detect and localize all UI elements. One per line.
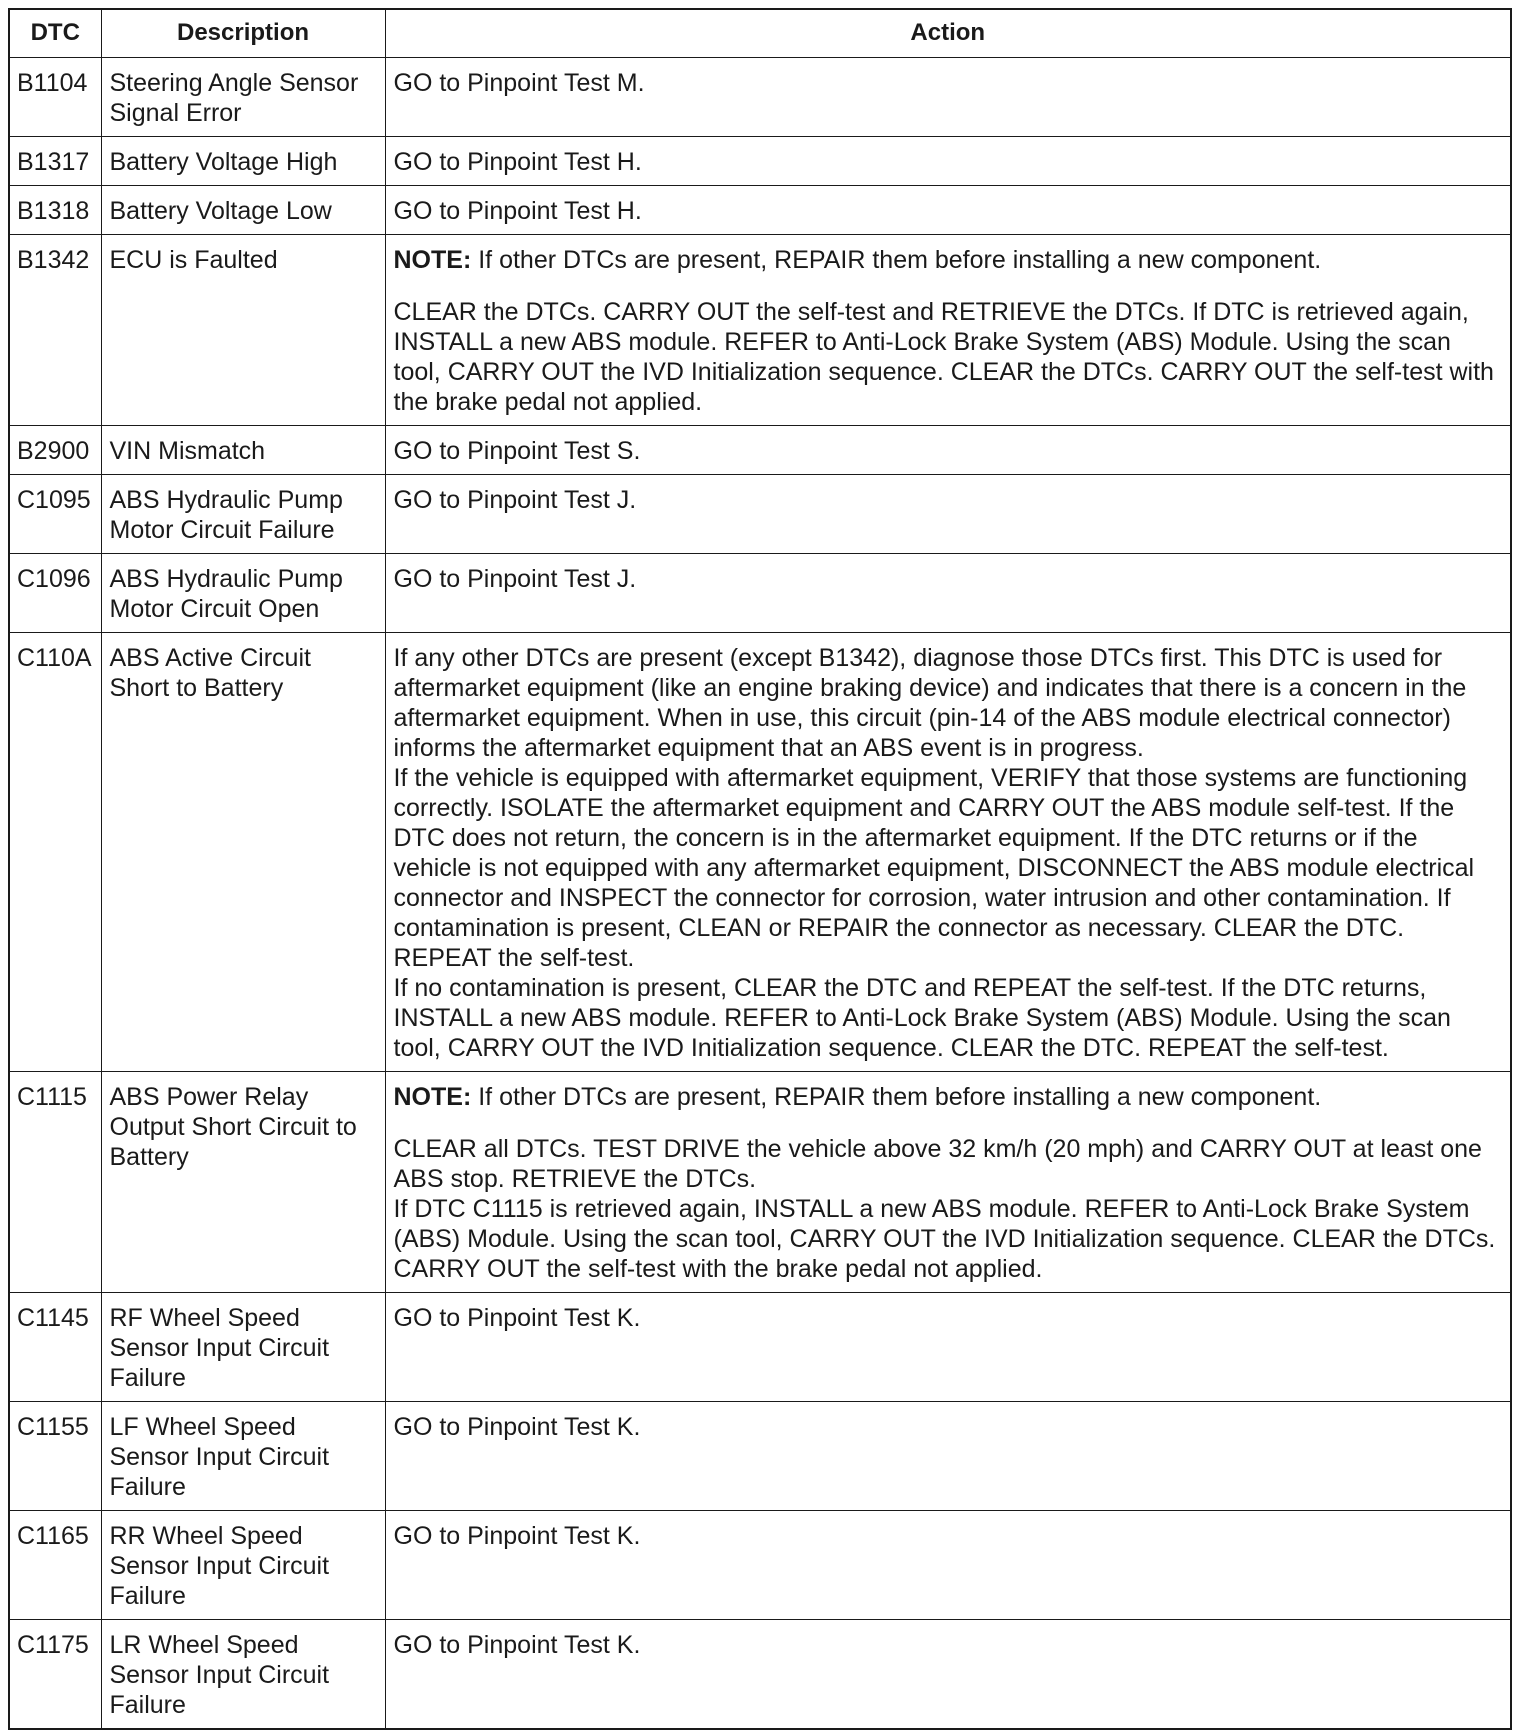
dtc-code-cell: C1115: [9, 1072, 101, 1293]
dtc-code-cell: B1104: [9, 58, 101, 137]
action-paragraph: If any other DTCs are present (except B1342), diagnose those DTCs first. This DTC is used for aftermarket equipment (like an engine braking device) and indicates that there is a concern in the aftermarket equipment. When in use, this circuit (pin-14 of the ABS module electrical connector) informs the aftermarket equipment that an ABS event is in progress.: [393, 644, 1467, 762]
action-cell: [385, 475, 1511, 554]
header-row: [9, 9, 1511, 58]
dtc-code-cell: C1096: [9, 554, 101, 633]
dtc-code-cell: B1318: [9, 186, 101, 235]
description-cell: ABS Hydraulic Pump Motor Circuit Open: [101, 554, 385, 633]
description-cell: LF Wheel Speed Sensor Input Circuit Failure: [101, 1402, 385, 1511]
table-row: [9, 137, 1511, 186]
description-cell: ABS Hydraulic Pump Motor Circuit Failure: [101, 475, 385, 554]
action-paragraph: GO to Pinpoint Test J.: [393, 565, 637, 593]
note-text: If other DTCs are present, REPAIR them before installing a new component.: [471, 246, 1322, 274]
description-cell: RF Wheel Speed Sensor Input Circuit Failure: [101, 1293, 385, 1402]
action-cell: [385, 235, 1511, 426]
note-label: NOTE:: [393, 1083, 472, 1111]
table-row: [9, 475, 1511, 554]
table-row: [9, 186, 1511, 235]
column-header-action: Action: [385, 9, 1511, 58]
description-cell: Battery Voltage High: [101, 137, 385, 186]
action-paragraph: GO to Pinpoint Test H.: [393, 197, 642, 225]
action-paragraph: If the vehicle is equipped with aftermarket equipment, VERIFY that those systems are functioning correctly. ISOLATE the aftermarket equipment and CARRY OUT the ABS module self-test. If the DTC does not return, the concern is in the aftermarket equipment. If the DTC returns or if the vehicle is not equipped with any aftermarket equipment, DISCONNECT the ABS module electrical connector and INSPECT the connector for corrosion, water intrusion and other contamination. If contamination is present, CLEAN or REPAIR the connector as necessary. CLEAR the DTC. REPEAT the self-test.: [393, 764, 1475, 972]
note-paragraph: [394, 245, 1503, 275]
action-cell: [385, 137, 1511, 186]
action-cell: [385, 186, 1511, 235]
column-header-description: Description: [101, 9, 385, 58]
table-row: [9, 426, 1511, 475]
note-label: NOTE:: [393, 246, 472, 274]
action-cell: [385, 1511, 1511, 1620]
description-cell: Battery Voltage Low: [101, 186, 385, 235]
action-cell: [385, 1293, 1511, 1402]
dtc-code-cell: C1145: [9, 1293, 101, 1402]
dtc-code-cell: B1317: [9, 137, 101, 186]
table-body: [9, 58, 1511, 1730]
action-cell: [385, 1620, 1511, 1730]
action-paragraph: GO to Pinpoint Test K.: [393, 1522, 641, 1550]
action-paragraph: If DTC C1115 is retrieved again, INSTALL a new ABS module. REFER to Anti-Lock Brake System (ABS) Module. Using the scan tool, CARRY OUT the IVD Initialization sequence. CLEAR the DTCs. CARRY OUT the self-test with the brake pedal not applied.: [393, 1195, 1496, 1283]
dtc-code-cell: C1175: [9, 1620, 101, 1730]
table-header: [9, 9, 1511, 58]
description-cell: RR Wheel Speed Sensor Input Circuit Failure: [101, 1511, 385, 1620]
description-cell: Steering Angle Sensor Signal Error: [101, 58, 385, 137]
table-row: [9, 1072, 1511, 1293]
action-paragraph: GO to Pinpoint Test K.: [393, 1631, 641, 1659]
table-row: [9, 633, 1511, 1072]
description-cell: ABS Active Circuit Short to Battery: [101, 633, 385, 1072]
action-paragraph: GO to Pinpoint Test M.: [393, 69, 645, 97]
table-row: [9, 1511, 1511, 1620]
description-cell: ABS Power Relay Output Short Circuit to Battery: [101, 1072, 385, 1293]
action-cell: [385, 633, 1511, 1072]
dtc-code-cell: B2900: [9, 426, 101, 475]
table-row: [9, 1293, 1511, 1402]
action-cell: [385, 58, 1511, 137]
action-paragraph: GO to Pinpoint Test K.: [393, 1413, 641, 1441]
action-paragraph: GO to Pinpoint Test H.: [393, 148, 642, 176]
note-paragraph: [394, 1082, 1503, 1112]
action-paragraph: CLEAR all DTCs. TEST DRIVE the vehicle above 32 km/h (20 mph) and CARRY OUT at least one ABS stop. RETRIEVE the DTCs.: [393, 1135, 1482, 1193]
dtc-code-cell: C110A: [9, 633, 101, 1072]
action-cell: [385, 426, 1511, 475]
dtc-code-cell: C1165: [9, 1511, 101, 1620]
action-paragraph: CLEAR the DTCs. CARRY OUT the self-test and RETRIEVE the DTCs. If DTC is retrieved again, INSTALL a new ABS module. REFER to Anti-Lock Brake System (ABS) Module. Using the scan tool, CARRY OUT the IVD Initialization sequence. CLEAR the DTCs. CARRY OUT the self-test with the brake pedal not applied.: [393, 298, 1494, 416]
description-cell: LR Wheel Speed Sensor Input Circuit Failure: [101, 1620, 385, 1730]
note-text: If other DTCs are present, REPAIR them before installing a new component.: [471, 1083, 1322, 1111]
action-paragraph: GO to Pinpoint Test S.: [393, 437, 641, 465]
table-row: [9, 1620, 1511, 1730]
table-row: [9, 58, 1511, 137]
column-header-dtc: DTC: [9, 9, 101, 58]
action-paragraph: If no contamination is present, CLEAR the DTC and REPEAT the self-test. If the DTC returns, INSTALL a new ABS module. REFER to Anti-Lock Brake System (ABS) Module. Using the scan tool, CARRY OUT the IVD Initialization sequence. CLEAR the DTC. REPEAT the self-test.: [393, 974, 1451, 1062]
action-cell: [385, 554, 1511, 633]
description-cell: ECU is Faulted: [101, 235, 385, 426]
action-cell: [385, 1402, 1511, 1511]
table-row: [9, 554, 1511, 633]
dtc-table: [8, 8, 1512, 1730]
table-row: [9, 235, 1511, 426]
description-cell: VIN Mismatch: [101, 426, 385, 475]
action-paragraph: GO to Pinpoint Test K.: [393, 1304, 641, 1332]
action-paragraph: GO to Pinpoint Test J.: [393, 486, 637, 514]
dtc-code-cell: C1155: [9, 1402, 101, 1511]
table-row: [9, 1402, 1511, 1511]
dtc-code-cell: B1342: [9, 235, 101, 426]
action-cell: [385, 1072, 1511, 1293]
dtc-code-cell: C1095: [9, 475, 101, 554]
